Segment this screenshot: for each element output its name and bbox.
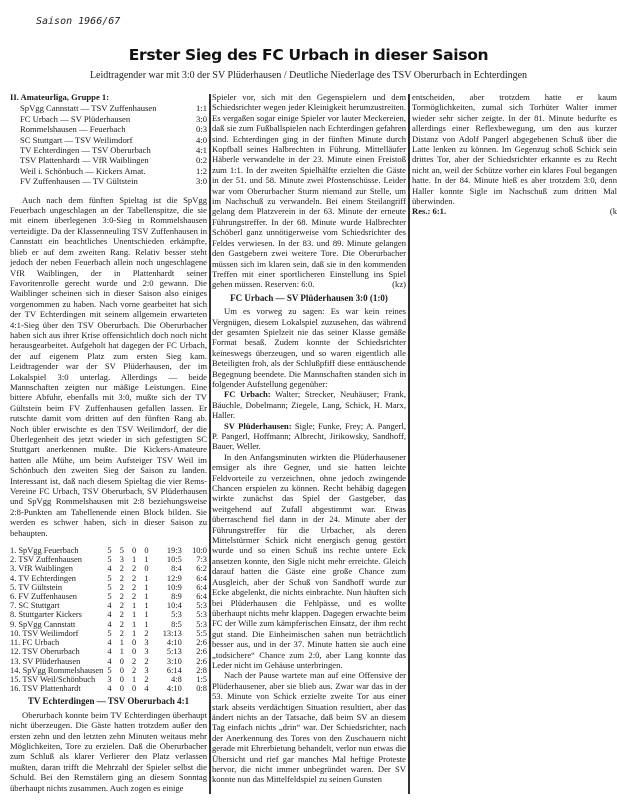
standings-goals: 8:9 <box>171 592 182 602</box>
standings-played: 4 <box>107 610 112 620</box>
standings-draws: 2 <box>132 665 137 675</box>
standings-row <box>10 638 207 647</box>
standings-points: 6:2 <box>196 564 207 574</box>
report1-signature: (kz) <box>392 279 406 290</box>
standings-played: 5 <box>107 582 112 592</box>
standings-draws: 1 <box>132 555 137 565</box>
standings-played: 4 <box>107 619 112 629</box>
standings-losses: 4 <box>144 684 149 694</box>
standings-losses: 1 <box>144 582 149 592</box>
standings-wins: 2 <box>119 573 124 583</box>
standings-points: 5:3 <box>196 601 207 611</box>
standings-wins: 1 <box>119 647 124 657</box>
report2-signature: (k <box>609 206 617 217</box>
standings-played: 4 <box>107 647 112 657</box>
league-heading: II. Amateurliga, Gruppe 1: <box>10 92 110 102</box>
lineup-fc-urbach: FC Urbach: Walter; Strecker, Neuhäuser; Frank, Bäuchle, Dobelmann; Ziegele, Lang, Schick, H. Marx, Haller. <box>212 389 406 421</box>
report2-heading: FC Urbach — SV Plüderhausen 3:0 (1:0) <box>230 292 388 303</box>
standings-team: 2. TSV Zuffenhausen <box>10 555 82 565</box>
standings-wins: 2 <box>119 564 124 574</box>
standings-played: 4 <box>107 684 112 694</box>
standings-losses: 3 <box>144 647 149 657</box>
standings-losses: 3 <box>144 638 149 648</box>
standings-points: 0:8 <box>196 684 207 694</box>
standings-team: 12. TSV Oberurbach <box>10 647 80 657</box>
standings-goals: 3:10 <box>166 656 182 666</box>
standings-points: 5:3 <box>196 619 207 629</box>
standings-losses: 2 <box>144 628 149 638</box>
standings-team: 4. TV Echterdingen <box>10 573 76 583</box>
standings-draws: 0 <box>132 638 137 648</box>
standings-row <box>10 564 207 573</box>
standings-played: 5 <box>107 665 112 675</box>
report2-text3: Nach der Pause wartete man auf eine Offensive der Plüderhausener, aber sie blieb aus. Zwar war das in der 53. Minute von Schick erzielte zweite Tor aus einer stark abseits verdächtigen Situation resultiert, aber das ändert nichts an der Tatsache, daß beim SV an diesem Tag einfach nichts „drin“ war. Der Schiedsrichter, nach der Anerkennung des Tores von den Zuschauern nicht gerade mit Ehrerbietung behandelt, verlor nun etwas die Übersicht und rief gar manches Mal heftige Proteste hervor, die nicht immer unbegründet waren. Der SV konnte nun das Mittelfeldspiel zu seinen Gunsten <box>212 670 406 785</box>
standings-row <box>10 583 207 592</box>
standings-team: 11. FC Urbach <box>10 638 60 648</box>
standings-draws: 2 <box>132 582 137 592</box>
result-row: FC Urbach — SV Plüderhausen 3:0 <box>20 113 207 124</box>
standings-goals: 19:3 <box>166 546 182 556</box>
standings-team: 15. TSV Weil/Schönbuch <box>10 674 96 684</box>
standings-wins: 1 <box>119 638 124 648</box>
standings-wins: 2 <box>119 610 124 620</box>
report2-text2: In den Anfangsminuten wirkten die Plüderhausener emsiger als ihre Gegner, und sie hatten leichte Feldvorteile zu verzeichnen, ohne jedoch zwingende Chancen erspielen zu können. Recht behäbig dagegen wirkte zunächst das Spiel der Gastgeber, das weitgehend auf Zufall abgestimmt war. Etwas überraschend fiel dann in der 24. Minute aber der Führungstreffer für die Urbacher, als deren Mittelstürmer Schick nicht energisch genug gestört wurde und so einen Schuß ins rechte untere Eck ansetzen konnte, den Sigle nicht mehr erreichte. Gleich darauf hatten die Gäste eine große Chance zum Ausgleich, aber der Schuß von Sandhoff wurde zur Ecke abgelenkt, die nichts einbrachte. Nun häuften sich bei Plüderhausen die Fehlpässe, und es wollte überhaupt nichts mehr klappen. Dagegen erwachte beim FC der Wille zum kämpferischen Einsatz, der ihm recht gut stand. Die Einheimischen sahen nun beträchtlich besser aus, und in der 37. Minute hatten sie auch eine „todsichere“ Chance zum 2:0, aber Lang konnte das Leder nicht im Gehäuse unterbringen. <box>212 451 406 670</box>
standings-wins: 0 <box>119 665 124 675</box>
standings-points: 7:3 <box>196 555 207 565</box>
standings-team: 9. SpVgg Cannstatt <box>10 619 76 629</box>
report1-text: Oberurbach konnte beim TV Echterdingen überhaupt nicht überzeugen. Die Gäste hatten trotzdem außer den ersten zehn und den letzten zehn Minuten weitaus mehr Möglichkeiten, Tore zu erzielen. Daß die Oberurbacher zum Schluß als klarer Verlierer den Platz verlassen mußten, daran trifft die Mehrzahl der Spieler selbst die Schuld. Bei den Remstälern ging an diesem Sonntag überhaupt nichts zusammen. Auch zogen es einige <box>10 709 207 793</box>
standings-losses: 0 <box>144 564 149 574</box>
standings-row <box>10 666 207 675</box>
result-row: Rommelshausen — Feuerbach 0:3 <box>20 124 207 135</box>
standings-draws: 2 <box>132 564 137 574</box>
report2-continued: entscheiden, aber trotzdem hatte er kaum Tormöglichkeiten, zumal sich Torhüter Walter immer wieder sehr sicher zeigte. In der 81. Minute bedurfte es allerdings einer Reflexbewegung, um den aus kurzer Distanz von Adolf Pangerl abgegebenen Schuß über die Latte lenken zu können. Im Gegenzug schoß Schick sein drittes Tor, aber der Schiedsrichter erkannte es zu Recht nicht an, weil der Schütze vorher ein klares Foul begangen hatte. In der 84. Minute hieß es aber trotzdem 3:0, denn Haller konnte Sigle im Nachschuß zum dritten Mal überwinden. <box>412 92 617 207</box>
standings-played: 5 <box>107 573 112 583</box>
standings-losses: 3 <box>144 665 149 675</box>
result-row: FV Zuffenhausen — TV Gültstein 3:0 <box>20 176 207 187</box>
standings-draws: 1 <box>132 610 137 620</box>
standings-team: 13. SV Plüderhausen <box>10 656 81 666</box>
standings-points: 2:6 <box>196 647 207 657</box>
standings-goals: 5:3 <box>171 610 182 620</box>
column-3 <box>412 92 617 292</box>
column-2 <box>212 92 406 797</box>
standings-row <box>10 574 207 583</box>
result-row: SC Stuttgart — TSV Weilimdorf 4:0 <box>20 134 207 145</box>
standings-points: 6:4 <box>196 582 207 592</box>
standings-row <box>10 675 207 684</box>
standings-points: 5:3 <box>196 610 207 620</box>
standings-points: 2:6 <box>196 638 207 648</box>
standings-draws: 0 <box>132 684 137 694</box>
standings-wins: 2 <box>119 628 124 638</box>
standings-wins: 0 <box>119 656 124 666</box>
standings-draws: 2 <box>132 573 137 583</box>
standings-draws: 2 <box>132 592 137 602</box>
standings-played: 5 <box>107 592 112 602</box>
standings-losses: 2 <box>144 674 149 684</box>
standings-team: 1. SpVgg Feuerbach <box>10 546 79 556</box>
standings-draws: 0 <box>132 647 137 657</box>
standings-goals: 10:9 <box>166 582 182 592</box>
report1-heading: TV Echterdingen — TSV Oberurbach 4:1 <box>27 696 190 707</box>
standings-row <box>10 610 207 619</box>
standings-played: 5 <box>107 628 112 638</box>
season-label: Saison 1966/67 <box>36 16 121 27</box>
result-row: TSV Plattenhardt — VfR Waiblingen 0:2 <box>20 155 207 166</box>
standings-losses: 2 <box>144 656 149 666</box>
standings-table <box>10 546 207 693</box>
standings-wins: 2 <box>119 592 124 602</box>
standings-points: 6:4 <box>196 573 207 583</box>
standings-draws: 1 <box>132 628 137 638</box>
standings-wins: 0 <box>119 674 124 684</box>
standings-wins: 2 <box>119 582 124 592</box>
standings-row <box>10 555 207 564</box>
column-divider <box>209 94 211 794</box>
standings-row <box>10 657 207 666</box>
standings-draws: 2 <box>132 656 137 666</box>
standings-row <box>10 647 207 656</box>
standings-goals: 12:9 <box>166 573 182 583</box>
result-row: Weil i. Schönbuch — Kickers Amat. 1:2 <box>20 165 207 176</box>
headline: Erster Sieg des FC Urbach in dieser Saison <box>128 46 489 64</box>
standings-team: 3. VfR Waiblingen <box>10 564 73 574</box>
standings-goals: 4:10 <box>166 684 182 694</box>
standings-goals: 5:13 <box>166 647 182 657</box>
standings-row <box>10 592 207 601</box>
standings-losses: 1 <box>144 619 149 629</box>
standings-row <box>10 684 207 693</box>
standings-points: 1:5 <box>196 674 207 684</box>
standings-losses: 1 <box>144 601 149 611</box>
standings-team: 10. TSV Weilimdorf <box>10 628 79 638</box>
report2-text: Um es vorweg zu sagen: Es war kein reines Vergnügen, diesem Lokalspiel zuzusehen, das während der gesamten Spielzeit nie das seiner Klasse gemäße Format besaß. Zudem konnte der Schiedsrichter keineswegs überzeugen, und so waren eigentlich alle Beteiligten froh, als der Schlußpfiff diese enttäuschende Begegnung beendete. Die Mannschaften standen sich in folgender Aufstellung gegenüber: <box>212 306 406 389</box>
subheadline: Leidtragender war mit 3:0 der SV Plüderhausen / Deutliche Niederlage des TSV Oberurbach in Echterdingen <box>89 70 528 81</box>
standings-draws: 0 <box>132 546 137 556</box>
standings-played: 4 <box>107 638 112 648</box>
standings-goals: 4:8 <box>171 674 182 684</box>
result-row: SpVgg Cannstatt — TSV Zuffenhausen 1:1 <box>20 103 207 114</box>
standings-goals: 10:5 <box>166 555 182 565</box>
standings-wins: 5 <box>119 546 124 556</box>
standings-draws: 1 <box>132 601 137 611</box>
standings-wins: 2 <box>119 619 124 629</box>
standings-points: 5:5 <box>196 628 207 638</box>
standings-goals: 6:14 <box>166 665 182 675</box>
standings-losses: 1 <box>144 610 149 620</box>
standings-played: 4 <box>107 564 112 574</box>
report2-reserves: Res.: 6:1. (k <box>412 206 617 217</box>
results-list <box>10 103 207 186</box>
standings-losses: 1 <box>144 555 149 565</box>
standings-goals: 10:4 <box>166 601 182 611</box>
standings-row <box>10 620 207 629</box>
standings-losses: 1 <box>144 573 149 583</box>
standings-points: 2:6 <box>196 656 207 666</box>
lineup-sv-pluederhausen: SV Plüderhausen: Sigle; Funke, Frey; A. Pangerl, P. Pangerl, Hoffmann; Albrecht, Jirikowsky, Sandhoff, Bauer, Weller. <box>212 420 406 452</box>
standings-wins: 0 <box>119 684 124 694</box>
report1-continued: Spieler vor, sich mit den Gegenspielern und dem Schiedsrichter wegen jeder Kleinigkeit herumzustreiten. Es vergaßen sogar einige Spieler vor lauter Meckereien, daß sie zum Fußballspielen nach Echterdingen gefahren sind. Echterdingen ging in der fünften Minute durch Kopfball seines Halbrechten in Führung. Mittelläufer Häberle verwandelte in der 23. Minute einen Freistoß zum 1:1. In der zweiten Spielhälfte erzielten die Gäste in der 51. und 58. Minute zwei Pfostenschüsse. Leider war vom Oberurbacher Sturm niemand zur Stelle, um im Nachschuß zu verwandeln. Bei einem Steilangriff gelang dem Platzverein in der 63. Minute der erneute Führungstreffer. In der 68. Minute wurde Halbrechter Schöberl ganz unnötigerweise vom Schiedsrichter des Feldes verwiesen. In der 83. und 89. Minute gelangen den Gastgebern zwei weitere Tore. Die Oberurbacher müssen sich im klaren sein, daß sie in den kommenden Treffen mit einer sportlicheren Einstellung ins Spiel gehen müssen. Reserven: 6:0. (kz) <box>212 92 406 290</box>
standings-row <box>10 546 207 555</box>
standings-team: 5. TV Gültstein <box>10 582 63 592</box>
standings-played: 4 <box>107 656 112 666</box>
standings-team: 6. FV Zuffenhausen <box>10 592 77 602</box>
standings-points: 6:4 <box>196 592 207 602</box>
standings-losses: 0 <box>144 546 149 556</box>
standings-played: 4 <box>107 601 112 611</box>
standings-goals: 8:4 <box>171 564 182 574</box>
standings-row <box>10 601 207 610</box>
column-divider <box>408 94 410 794</box>
column-1 <box>10 92 207 797</box>
standings-played: 3 <box>107 674 112 684</box>
standings-goals: 4:10 <box>166 638 182 648</box>
standings-wins: 2 <box>119 601 124 611</box>
standings-played: 5 <box>107 555 112 565</box>
standings-wins: 3 <box>119 555 124 565</box>
result-row: TV Echterdingen — TSV Oberurbach 4:1 <box>20 145 207 156</box>
standings-team: 14. SpVgg Rommelshausen <box>10 665 104 675</box>
intro-paragraph: Auch nach dem fünften Spieltag ist die SpVgg Feuerbach ungeschlagen an der Tabellenspitze, die sie mit einem überlegenen 3:0-Sieg in Rommelshausen verteidigte. Da der Klassenneuling TSV Zuffenhausen in Cannstatt ein beachtliches Unentschieden erkämpfte, blieb er auf dem zweiten Rang. Relativ besser steht jedoch der neben Feuerbach allein noch ungeschlagene VfR Waiblingen, der in Plattenhardt seiner Favoritenrolle gerecht wurde und 2:0 gewann. Die Waiblinger scheinen sich in dieser Saison also einiges vorgenommen zu haben. Nach vorne gearbeitet hat sich der TV Echterdingen mit seinem allgemein erwarteten 4:1-Sieg über den TSV Oberurbach. Die Oberurbacher haben sich aus ihrer Krise offensichtlich doch noch nicht herausgearbeitet. Aufgeholt hat dagegen der FC Urbach, der auf eigenem Platz zum ersten Sieg kam. Leidtragender war der SV Plüderhausen, der im Lokalspiel 3:0 unterlag. Allerdings — beide Mannschaften zeigten nur mäßige Leistungen. Eine bittere Abfuhr, ebenfalls mit 3:0, mußte sich der TV Gültstein beim FV Zuffenhausen gefallen lassen. Er rutschte damit vom dritten auf den fünften Rang ab. Noch übler erwischte es den TSV Weilimdorf, der die Überlegenheit des jetzt wieder in sich gefestigten SC Stuttgart anerkennen mußte. Die Kickers-Amateure hatten alle Mühe, um beim Aufsteiger TSV Weil im Schönbuch den zweiten Sieg der Saison zu landen. Interessant ist, daß nach diesem Spieltag die vier Rems-Vereine FC Urbach, TSV Oberurbach, SV Plüderhausen und SpVgg Rommelshausen mit 2:8 beziehungsweise 2:8-Punkten am Tabellenende einen Block bilden. Sie werden es schwer haben, sich in dieser Saison zu behaupten. <box>10 194 207 538</box>
standings-team: 16. TSV Plattenhardt <box>10 684 81 694</box>
standings-losses: 1 <box>144 592 149 602</box>
standings-draws: 1 <box>132 619 137 629</box>
standings-goals: 8:5 <box>171 619 182 629</box>
standings-points: 2:8 <box>196 665 207 675</box>
standings-draws: 1 <box>132 674 137 684</box>
standings-points: 10:0 <box>192 546 207 556</box>
standings-row <box>10 629 207 638</box>
standings-team: 7. SC Stuttgart <box>10 601 60 611</box>
standings-played: 5 <box>107 546 112 556</box>
standings-team: 8. Stuttgarter Kickers <box>10 610 82 620</box>
standings-goals: 13:13 <box>162 628 182 638</box>
